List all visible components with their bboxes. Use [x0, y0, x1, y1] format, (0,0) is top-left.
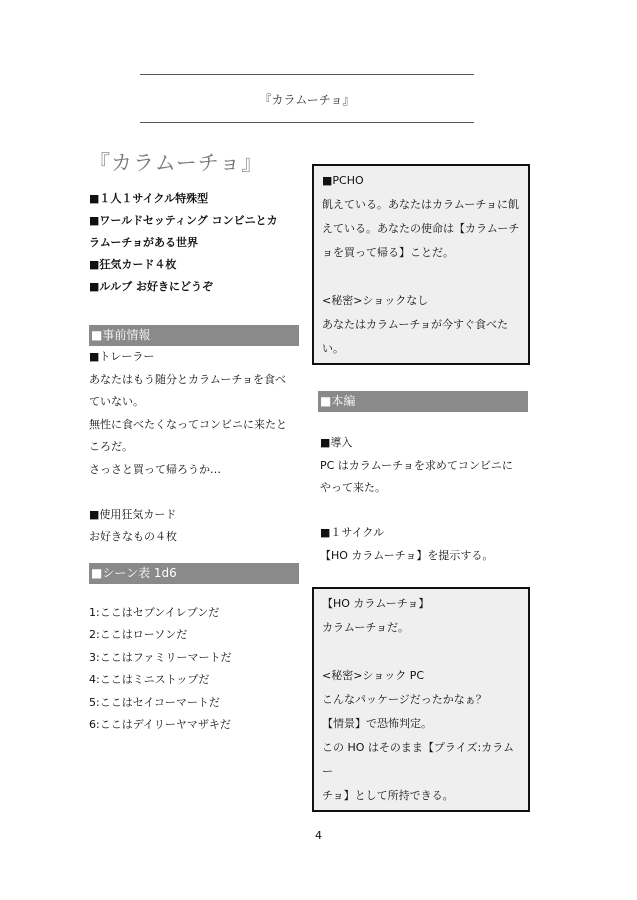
cycle-heading: ■１サイクル	[320, 526, 385, 539]
ho-secret-line: こんなパッケージだったかなぁ？	[322, 693, 487, 706]
pc-secret-heading: <秘密>ショックなし	[322, 294, 429, 307]
running-header-title: 『カラムーチョ』	[259, 93, 355, 107]
overview-list	[89, 188, 299, 298]
ho-secret-heading: <秘密>ショック PC	[322, 669, 425, 682]
scenario-title: 『カラムーチョ』	[89, 151, 264, 175]
pc-handout-line: えている。あなたの使命は【カラムーチ	[322, 222, 520, 235]
trailer-line: ていない。	[89, 395, 144, 408]
overview-item: ■１人１サイクル特殊型	[89, 192, 209, 205]
scene-table-row: 2:ここはローソンだ	[89, 628, 188, 641]
scene-table-row: 1:ここはセブンイレブンだ	[89, 605, 220, 619]
ho-handout-box	[312, 587, 530, 812]
pc-handout-line: ョを買って帰る】ことだ。	[322, 246, 454, 259]
intro-line: PC はカラムーチョを求めてコンビニに	[320, 458, 513, 472]
pc-handout-box	[312, 164, 530, 365]
scene-table-row: 5:ここはセイコーマートだ	[89, 695, 220, 709]
overview-item: ■ルルブ お好きにどうぞ	[89, 280, 213, 293]
ho-text: カラムーチョだ。	[322, 621, 410, 634]
main-section-body	[312, 412, 530, 567]
pc-handout-heading: ■PCHO	[322, 174, 364, 187]
header-top-rule	[140, 74, 474, 75]
pc-secret-line: い。	[322, 342, 344, 355]
trailer-line: あなたはもう随分とカラムーチョを食べ	[89, 372, 287, 386]
ho-secret-line: チョ】として所持できる。	[322, 789, 454, 802]
trailer-line: ころだ。	[89, 440, 133, 453]
scene-table-row: 6:ここはデイリーヤマザキだ	[89, 718, 231, 731]
ho-secret-line: 【情景】で恐怖判定。	[322, 717, 432, 730]
header-bottom-rule	[140, 122, 474, 123]
madness-card-text: お好きなもの４枚	[89, 530, 177, 543]
madness-card-heading: ■使用狂気カード	[89, 507, 177, 521]
overview-item: ラムーチョがある世界	[89, 236, 199, 249]
scene-table-row: 3:ここはファミリーマートだ	[89, 650, 232, 664]
section-heading-preinfo: ■事前情報	[89, 325, 299, 346]
section-heading-scene-table: ■シーン表 1d6	[89, 563, 299, 584]
trailer-line: さっさと買って帰ろうか…	[89, 462, 221, 476]
intro-heading: ■導入	[320, 436, 353, 449]
trailer-line: 無性に食べたくなってコンビニに来たと	[89, 417, 287, 431]
intro-line: やって来た。	[320, 481, 386, 494]
left-column	[89, 148, 299, 737]
scene-table-row: 4:ここはミニストップだ	[89, 673, 210, 686]
overview-item: ■ワールドセッティング コンビニとカ	[89, 214, 278, 227]
section-heading-main: ■本編	[318, 391, 528, 412]
cycle-text: 【HO カラムーチョ】を提示する。	[320, 548, 494, 562]
trailer-heading: ■トレーラー	[89, 350, 155, 363]
right-column	[312, 164, 530, 812]
overview-item: ■狂気カード４枚	[89, 258, 177, 271]
page-number: 4	[315, 829, 322, 842]
ho-secret-line: この HO はそのまま【プライズ:カラムー	[322, 741, 515, 778]
ho-heading: 【HO カラムーチョ】	[322, 597, 430, 610]
pc-handout-line: 飢えている。あなたはカラムーチョに飢	[322, 198, 520, 211]
pc-secret-line: あなたはカラムーチョが今すぐ食べた	[322, 318, 509, 331]
